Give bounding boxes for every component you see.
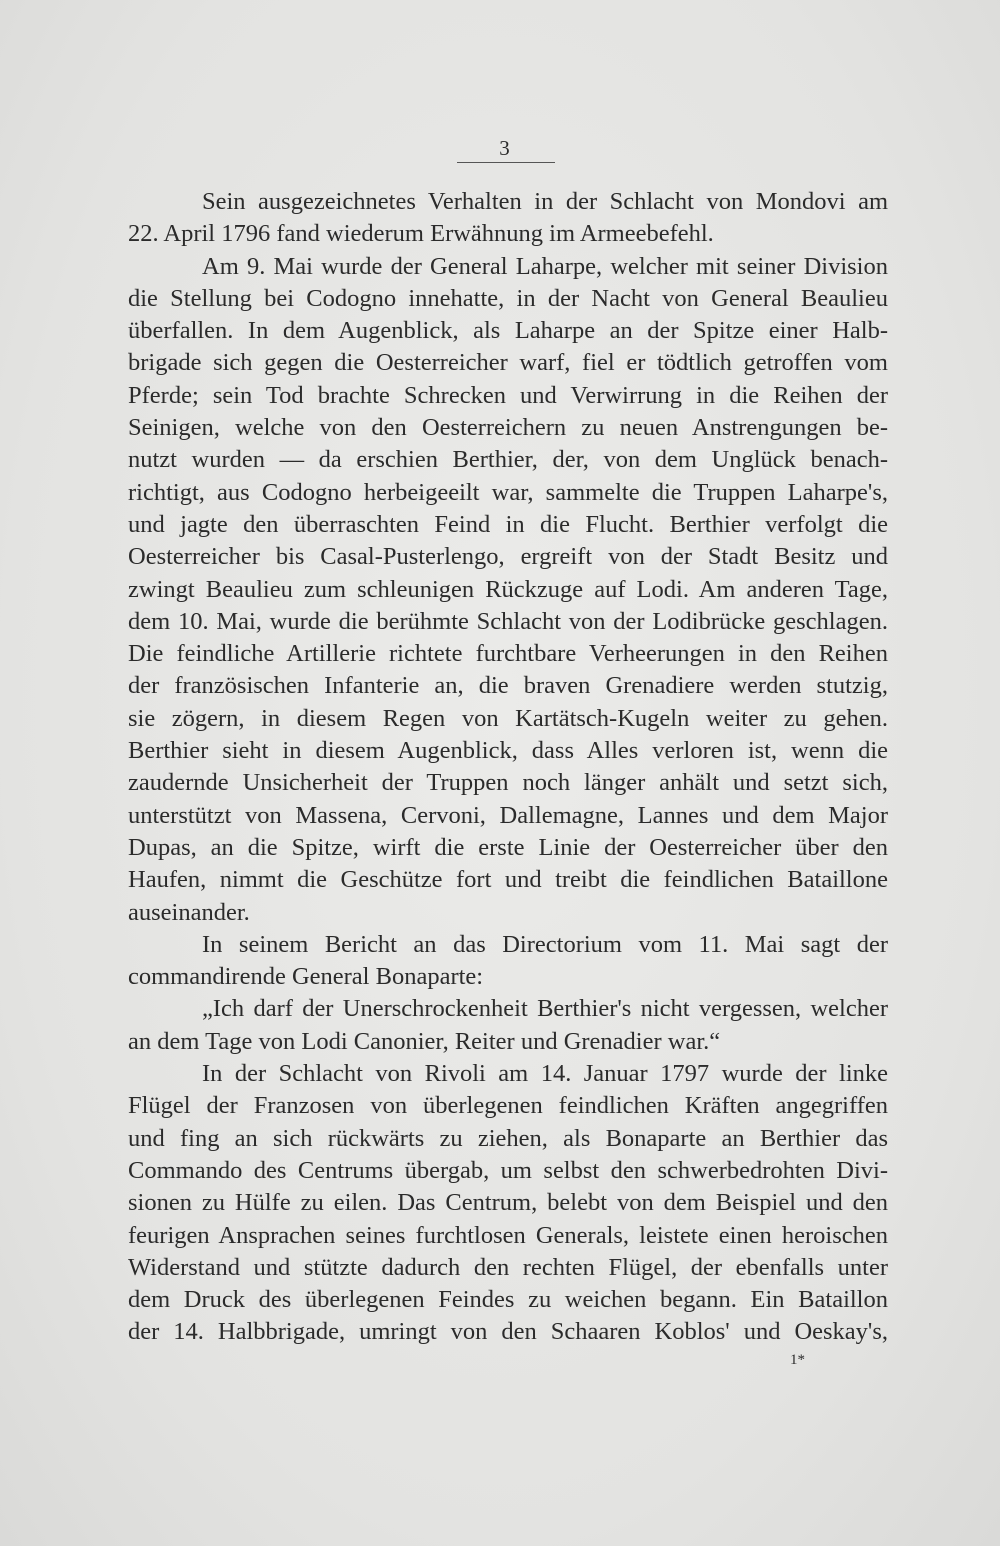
text-line: zaudernde Unsicherheit der Truppen noch länger anhält und setzt sich, [128,769,888,797]
text-line: auseinander. [128,898,250,926]
text-line: Flügel der Franzosen von überlegenen feindlichen Kräften angegriffen [128,1092,888,1120]
text-line: Commando des Centrums übergab, um selbst den schwerbedrohten Divi- [128,1156,888,1184]
text-line: richtigt, aus Codogno herbeigeeilt war, sammelte die Truppen Laharpe's, [128,478,888,506]
text-line: an dem Tage von Lodi Canonier, Reiter und Grenadier war.“ [128,1027,721,1055]
text-line: In seinem Bericht an das Directorium vom 11. Mai sagt der [202,930,888,958]
text-line: Haufen, nimmt die Geschütze fort und treibt die feindlichen Bataillone [128,866,888,894]
text-line: die Stellung bei Codogno innehatte, in der Nacht von General Beaulieu [128,284,888,312]
text-line: feurigen Ansprachen seines furchtlosen Generals, leistete einen heroischen [128,1221,888,1249]
text-line: sionen zu Hülfe zu eilen. Das Centrum, belebt von dem Beispiel und den [128,1189,888,1217]
text-line: Oesterreicher bis Casal-Pusterlengo, ergreift von der Stadt Besitz und [128,543,888,571]
text-line: überfallen. In dem Augenblick, als Laharpe an der Spitze einer Halb- [128,317,888,345]
text-line: nutzt wurden — da erschien Berthier, der, von dem Unglück benach- [128,446,888,474]
text-line: brigade sich gegen die Oesterreicher warf, fiel er tödtlich getroffen vom [128,349,888,377]
page-number-rule [457,162,555,163]
text-line: Widerstand und stützte dadurch den rechten Flügel, der ebenfalls unter [128,1253,888,1281]
text-line: der französischen Infanterie an, die braven Grenadiere werden stutzig, [128,672,888,700]
text-line: Am 9. Mai wurde der General Laharpe, welcher mit seiner Division [202,252,888,280]
text-line: „Ich darf der Unerschrockenheit Berthier's nicht vergessen, welcher [202,995,888,1023]
signature-mark: 1* [790,1352,805,1368]
text-line: Pferde; sein Tod brachte Schrecken und Verwirrung in die Reihen der [128,381,888,409]
text-line: zwingt Beaulieu zum schleunigen Rückzuge auf Lodi. Am anderen Tage, [128,575,888,603]
text-line: sie zögern, in diesem Regen von Kartätsch-Kugeln weiter zu gehen. [128,704,888,732]
text-line: dem 10. Mai, wurde die berühmte Schlacht von der Lodibrücke geschlagen. [128,607,888,635]
text-line: dem Druck des überlegenen Feindes zu weichen begann. Ein Bataillon [128,1286,888,1314]
text-line: und fing an sich rückwärts zu ziehen, als Bonaparte an Berthier das [128,1124,888,1152]
page-number: 3 [499,136,511,160]
text-line: 22. April 1796 fand wiederum Erwähnung im Armeebefehl. [128,220,714,248]
text-line: Seinigen, welche von den Oesterreichern zu neuen Anstrengungen be- [128,414,888,442]
text-line: Die feindliche Artillerie richtete furchtbare Verheerungen in den Reihen [128,640,888,668]
text-line: Berthier sieht in diesem Augenblick, dass Alles verloren ist, wenn die [128,737,888,765]
text-line: unterstützt von Massena, Cervoni, Dallemagne, Lannes und dem Major [128,801,888,829]
text-line: Dupas, an die Spitze, wirft die erste Linie der Oesterreicher über den [128,833,888,861]
text-line: In der Schlacht von Rivoli am 14. Januar 1797 wurde der linke [202,1060,888,1088]
text-line: der 14. Halbbrigade, umringt von den Schaaren Koblos' und Oeskay's, [128,1318,888,1346]
text-line: Sein ausgezeichnetes Verhalten in der Schlacht von Mondovi am [202,188,888,215]
text-line: und jagte den überraschten Feind in die Flucht. Berthier verfolgt die [128,510,888,538]
text-line: commandirende General Bonaparte: [128,963,484,991]
body-text [128,186,888,1349]
